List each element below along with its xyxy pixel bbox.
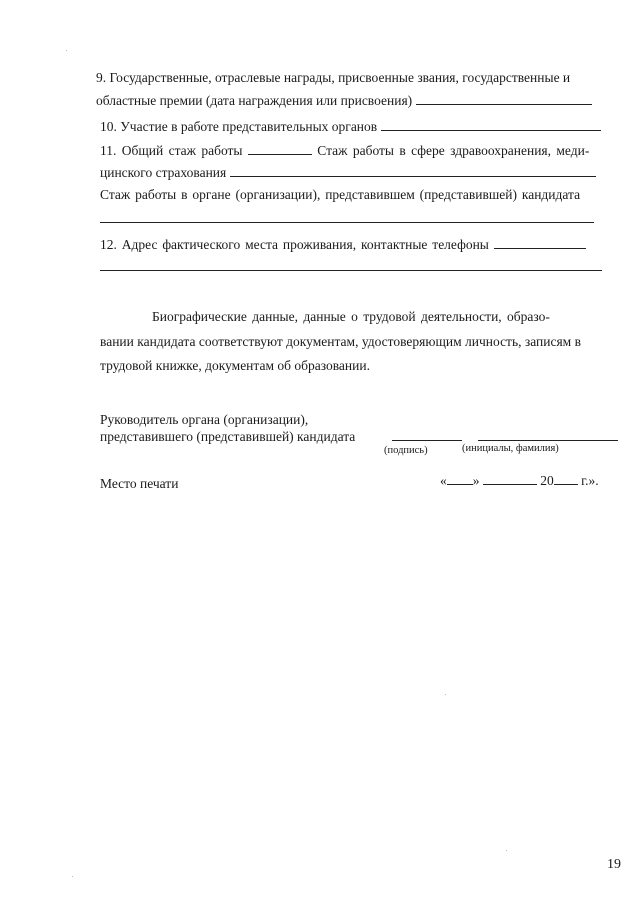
certification-line-1: Биографические данные, данные о трудовой деятельности, образо- — [152, 309, 550, 324]
address-phone-input-line[interactable] — [494, 236, 586, 249]
seal-label: Место печати — [100, 476, 179, 491]
date-close-quote: » — [472, 473, 480, 488]
item-11-line-2-text: цинского страхования — [100, 165, 227, 180]
year-prefix: 20 — [540, 473, 554, 488]
day-input-line[interactable] — [447, 472, 473, 485]
item-9-line-2 — [96, 92, 592, 109]
item-10-line — [100, 118, 601, 135]
signature-input-line[interactable] — [392, 428, 462, 441]
item-9-line-2-text: областные премии (дата награждения или присвоения) — [96, 93, 413, 108]
item-12-line-2 — [100, 258, 602, 275]
month-input-line[interactable] — [483, 472, 537, 485]
item-10-text: 10. Участие в работе представительных органов — [100, 119, 378, 134]
item-11-line-1 — [100, 142, 589, 159]
item-9-line-1: 9. Государственные, отраслевые награды, присвоенные звания, государственные и — [96, 70, 571, 85]
item-11-line-4 — [100, 210, 594, 227]
name-caption: (инициалы, фамилия) — [462, 443, 559, 454]
healthcare-experience-input-line[interactable] — [230, 164, 596, 177]
year-input-line[interactable] — [554, 472, 578, 485]
signature-head-line-1: Руководитель органа (организации), — [100, 412, 309, 427]
address-continuation-input-line[interactable] — [100, 258, 602, 271]
date-line — [440, 472, 599, 489]
scan-speck — [72, 876, 73, 877]
item-12-text: 12. Адрес фактического места проживания, контактные телефоны — [100, 237, 489, 252]
year-suffix: г.». — [581, 473, 599, 488]
signature-head-line-2: представившего (представившей) кандидата — [100, 429, 356, 444]
certification-line-3: трудовой книжке, документам об образовании. — [100, 358, 370, 373]
scan-speck — [506, 850, 507, 851]
item-11-line-3: Стаж работы в органе (организации), представившем (представившей) кандидата — [100, 187, 581, 202]
scan-speck — [445, 694, 446, 695]
scan-speck — [66, 50, 67, 51]
organization-experience-input-line[interactable] — [100, 210, 594, 223]
item-12-line-1 — [100, 236, 586, 253]
item-11-part-2: Стаж работы в сфере здравоохранения, меди- — [317, 143, 590, 158]
item-11-line-2 — [100, 164, 596, 181]
representative-bodies-input-line[interactable] — [381, 118, 601, 131]
certification-line-2: вании кандидата соответствуют документам, удостоверяющим личность, записям в — [100, 334, 581, 349]
item-11-part-1: 11. Общий стаж работы — [100, 143, 243, 158]
total-experience-input-line[interactable] — [248, 142, 312, 155]
page-number: 19 — [607, 857, 621, 872]
awards-input-line[interactable] — [416, 92, 592, 105]
date-open-quote: « — [440, 473, 447, 488]
name-input-line[interactable] — [478, 428, 618, 441]
signature-caption: (подпись) — [384, 445, 428, 456]
